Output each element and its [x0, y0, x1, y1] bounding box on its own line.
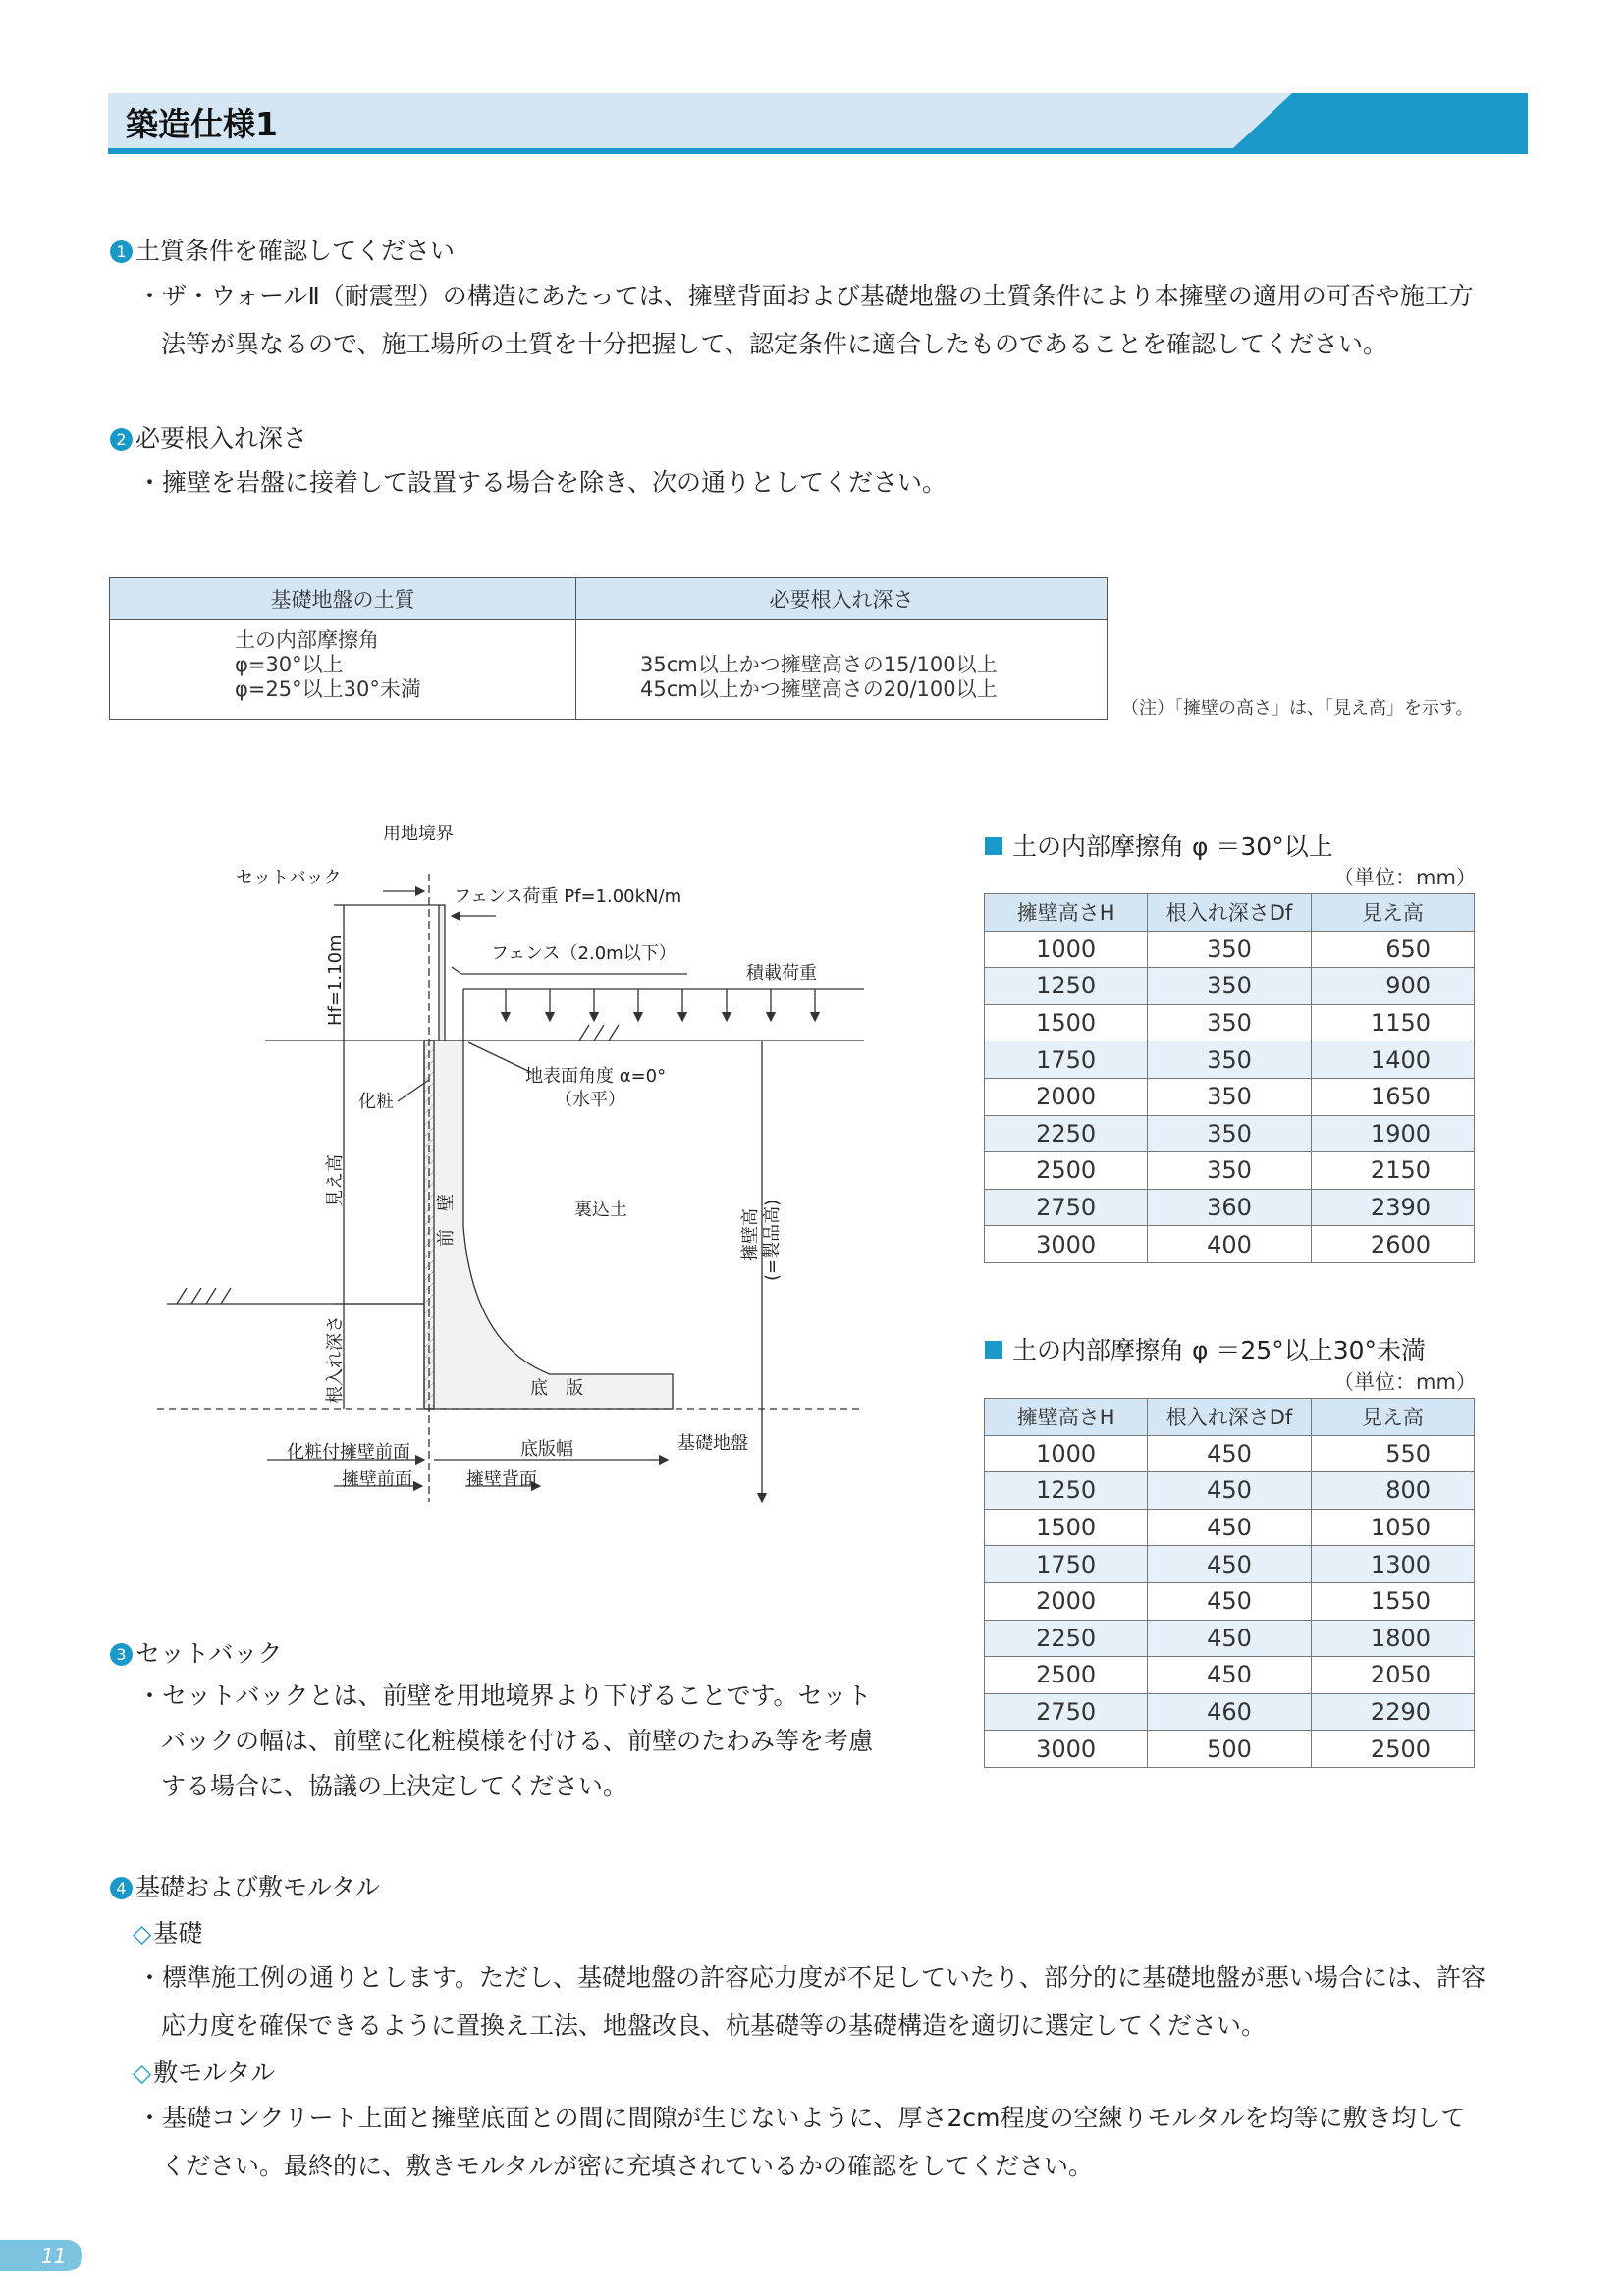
- section2-line: ・擁壁を岩盤に接着して設置する場合を除き、次の通りとしてください。: [137, 468, 947, 497]
- table30-header: 見え高: [1311, 894, 1474, 932]
- table30-cell: 2250: [985, 1115, 1148, 1152]
- soil-table-header: 基礎地盤の土質: [110, 578, 576, 620]
- label-wall-height: 擁壁高: [740, 1208, 761, 1261]
- section3-line: する場合に、協議の上決定してください。: [161, 1772, 628, 1800]
- table30-cell: 350: [1148, 968, 1311, 1005]
- table25-cell: 1000: [985, 1435, 1148, 1472]
- soil-condition-table: [109, 577, 1108, 720]
- section4-sub2-body: [137, 2094, 1466, 2190]
- soil-table-cell: φ=25°以上30°未満: [235, 677, 421, 701]
- table30-cell: 2000: [985, 1078, 1148, 1115]
- table30-cell: 350: [1148, 931, 1311, 968]
- table25-cell: 1500: [985, 1509, 1148, 1546]
- section4-number-badge: 4: [110, 1877, 133, 1899]
- table30-header: 擁壁高さH: [985, 894, 1148, 932]
- section4-sub2-line: ください。最終的に、敷きモルタルが密に充填されているかの確認をしてください。: [161, 2152, 1094, 2180]
- page-number-tab: [0, 2240, 82, 2271]
- section4-sub1-line: ・標準施工例の通りとします。ただし、基礎地盤の許容応力度が不足していたり、部分的に基礎地盤が悪い場合には、許容: [137, 1963, 1487, 1992]
- label-boundary: 用地境界: [383, 824, 454, 844]
- soil-table-cell: 35cm以上かつ擁壁高さの15/100以上: [640, 653, 998, 676]
- label-slab-width: 底版幅: [520, 1439, 573, 1460]
- square-bullet-icon: [985, 1341, 1002, 1359]
- section3-number-badge: 3: [110, 1643, 133, 1666]
- table25-cell: 500: [1148, 1731, 1311, 1768]
- page-number: 11: [41, 2244, 67, 2268]
- table25-header: 根入れ深さDf: [1148, 1399, 1311, 1436]
- section3-line: ・セットバックとは、前壁を用地境界より下げることです。セット: [137, 1682, 872, 1710]
- table30-title-text: 土の内部摩擦角 φ ＝30°以上: [1012, 832, 1333, 861]
- table30-cell: 2390: [1311, 1189, 1474, 1226]
- section4-sub2-line: ・基礎コンクリート上面と擁壁底面との間に間隙が生じないように、厚さ2cm程度の空練りモルタルを均等に敷き均して: [137, 2104, 1466, 2132]
- table30-cell: 1400: [1311, 1041, 1474, 1079]
- table25-cell: 2750: [985, 1693, 1148, 1731]
- soil-table-cell: 45cm以上かつ擁壁高さの20/100以上: [640, 677, 998, 701]
- table30-cell: 1000: [985, 931, 1148, 968]
- label-front-wall: 前 壁: [436, 1194, 457, 1247]
- section1-heading: [110, 232, 455, 267]
- page-title: 築造仕様1: [126, 105, 278, 143]
- section4-sub2-heading: [133, 2054, 275, 2089]
- label-foundation: 基礎地盤: [677, 1433, 748, 1454]
- table25-title-text: 土の内部摩擦角 φ ＝25°以上30°未満: [1012, 1336, 1427, 1364]
- table30-cell: 350: [1148, 1152, 1311, 1190]
- label-fence-load: フェンス荷重 Pf=1.00kN/m: [454, 886, 682, 907]
- table30-unit: （単位：mm）: [1333, 866, 1477, 889]
- table25-cell: 1050: [1311, 1509, 1474, 1546]
- table30-cell: 2600: [1311, 1226, 1474, 1263]
- table30-cell: 2750: [985, 1189, 1148, 1226]
- table25-cell: 2500: [1311, 1731, 1474, 1768]
- table30-cell: 1250: [985, 968, 1148, 1005]
- table30-cell: 1900: [1311, 1115, 1474, 1152]
- table30-header: 根入れ深さDf: [1148, 894, 1311, 932]
- table25-cell: 460: [1148, 1693, 1311, 1731]
- table25-cell: 2500: [985, 1657, 1148, 1694]
- section1-line: ・ザ・ウォールⅡ（耐震型）の構造にあたっては、擁壁背面および基礎地盤の土質条件により本擁壁の適用の可否や施工方: [137, 282, 1474, 310]
- table30-cell: 350: [1148, 1041, 1311, 1079]
- label-facing: 化粧: [358, 1092, 394, 1112]
- table25-cell: 550: [1311, 1435, 1474, 1472]
- section1-body: [137, 272, 1474, 368]
- label-slope-angle: 地表面角度 α=0°: [525, 1066, 667, 1087]
- table25-cell: 2050: [1311, 1657, 1474, 1694]
- section4-sub1-heading: [133, 1914, 202, 1949]
- table25-header: 擁壁高さH: [985, 1399, 1148, 1436]
- section1-number-badge: 1: [110, 240, 133, 263]
- section4-sub1-title: 基礎: [153, 1919, 203, 1948]
- soil-table-cell: 土の内部摩擦角: [235, 628, 379, 652]
- table25-cell: 450: [1148, 1546, 1311, 1583]
- table30-title: [985, 828, 1333, 863]
- label-surcharge: 積載荷重: [746, 963, 817, 984]
- label-facing-front: 化粧付擁壁前面: [287, 1442, 410, 1463]
- table25-cell: 450: [1148, 1509, 1311, 1546]
- label-setback: セットバック: [236, 868, 342, 888]
- table25-title: [985, 1331, 1426, 1366]
- section4-sub1-line: 応力度を確保できるように置換え工法、地盤改良、杭基礎等の基礎構造を適切に選定してください。: [161, 2011, 1267, 2040]
- section4-sub2-title: 敷モルタル: [153, 2058, 276, 2087]
- section1-line: 法等が異なるので、施工場所の土質を十分把握して、認定条件に適合したものであることを確認してください。: [161, 330, 1388, 358]
- diamond-icon: ◇: [133, 2058, 152, 2087]
- label-base-slab: 底 版: [530, 1378, 583, 1399]
- section2-body: [137, 458, 947, 507]
- soil-table-note: （注）「擁壁の高さ」は、「見え高」を示す。: [1121, 698, 1474, 719]
- table30-cell: 2500: [985, 1152, 1148, 1190]
- table25-cell: 3000: [985, 1731, 1148, 1768]
- table25-cell: 1300: [1311, 1546, 1474, 1583]
- table25-cell: 2290: [1311, 1693, 1474, 1731]
- section2-heading: [110, 419, 307, 454]
- table30-cell: 350: [1148, 1004, 1311, 1041]
- table30-cell: 1500: [985, 1004, 1148, 1041]
- table25-cell: 450: [1148, 1582, 1311, 1620]
- table25-unit: （単位：mm）: [1333, 1370, 1477, 1394]
- table25-cell: 450: [1148, 1472, 1311, 1510]
- section3-line: バックの幅は、前壁に化粧模様を付ける、前壁のたわみ等を考慮: [161, 1727, 874, 1755]
- table25-cell: 1250: [985, 1472, 1148, 1510]
- label-visible-height: 見え高: [325, 1154, 346, 1207]
- diamond-icon: ◇: [133, 1919, 152, 1948]
- table30-cell: 650: [1311, 931, 1474, 968]
- label-backfill: 裏込土: [574, 1200, 627, 1220]
- table30-cell: 350: [1148, 1078, 1311, 1115]
- table25-cell: 450: [1148, 1435, 1311, 1472]
- soil-table-header: 必要根入れ深さ: [576, 578, 1108, 620]
- table30-cell: 360: [1148, 1189, 1311, 1226]
- table30-cell: 350: [1148, 1115, 1311, 1152]
- section2-number-badge: 2: [110, 428, 133, 451]
- table25-header: 見え高: [1311, 1399, 1474, 1436]
- table25-cell: 800: [1311, 1472, 1474, 1510]
- table30-cell: 3000: [985, 1226, 1148, 1263]
- section4-title: 基礎および敷モルタル: [135, 1873, 381, 1901]
- table30-cell: 400: [1148, 1226, 1311, 1263]
- table25: [984, 1398, 1475, 1768]
- label-wall-front: 擁壁前面: [342, 1469, 412, 1490]
- section4-sub1-body: [137, 1953, 1486, 2050]
- section4-heading: [110, 1868, 380, 1903]
- table30-cell: 1750: [985, 1041, 1148, 1079]
- table30-cell: 900: [1311, 968, 1474, 1005]
- table25-cell: 2250: [985, 1620, 1148, 1657]
- table25-cell: 450: [1148, 1657, 1311, 1694]
- title-band: [108, 93, 1528, 154]
- wall-cross-section-diagram: [157, 815, 962, 1522]
- label-hf: Hf=1.10m: [325, 934, 346, 1026]
- section3-heading: [110, 1634, 283, 1670]
- square-bullet-icon: [985, 837, 1002, 855]
- soil-table-cell: φ=30°以上: [235, 653, 344, 676]
- table25-cell: 1800: [1311, 1620, 1474, 1657]
- table30-cell: 2150: [1311, 1152, 1474, 1190]
- table25-cell: 1750: [985, 1546, 1148, 1583]
- label-fence: フェンス（2.0m以下）: [491, 943, 677, 964]
- table25-cell: 450: [1148, 1620, 1311, 1657]
- section3-body: [137, 1674, 873, 1809]
- table30-cell: 1150: [1311, 1004, 1474, 1041]
- section3-title: セットバック: [135, 1639, 283, 1668]
- section1-title: 土質条件を確認してください: [135, 237, 456, 265]
- label-embed-depth: 根入れ深さ: [325, 1315, 346, 1404]
- label-product-height: (=製品高): [762, 1199, 783, 1281]
- section2-title: 必要根入れ深さ: [135, 424, 308, 453]
- table25-cell: 2000: [985, 1582, 1148, 1620]
- label-horizontal: （水平）: [555, 1090, 625, 1110]
- label-wall-back: 擁壁背面: [466, 1469, 537, 1490]
- table30-cell: 1650: [1311, 1078, 1474, 1115]
- table25-cell: 1550: [1311, 1582, 1474, 1620]
- table30: [984, 893, 1475, 1263]
